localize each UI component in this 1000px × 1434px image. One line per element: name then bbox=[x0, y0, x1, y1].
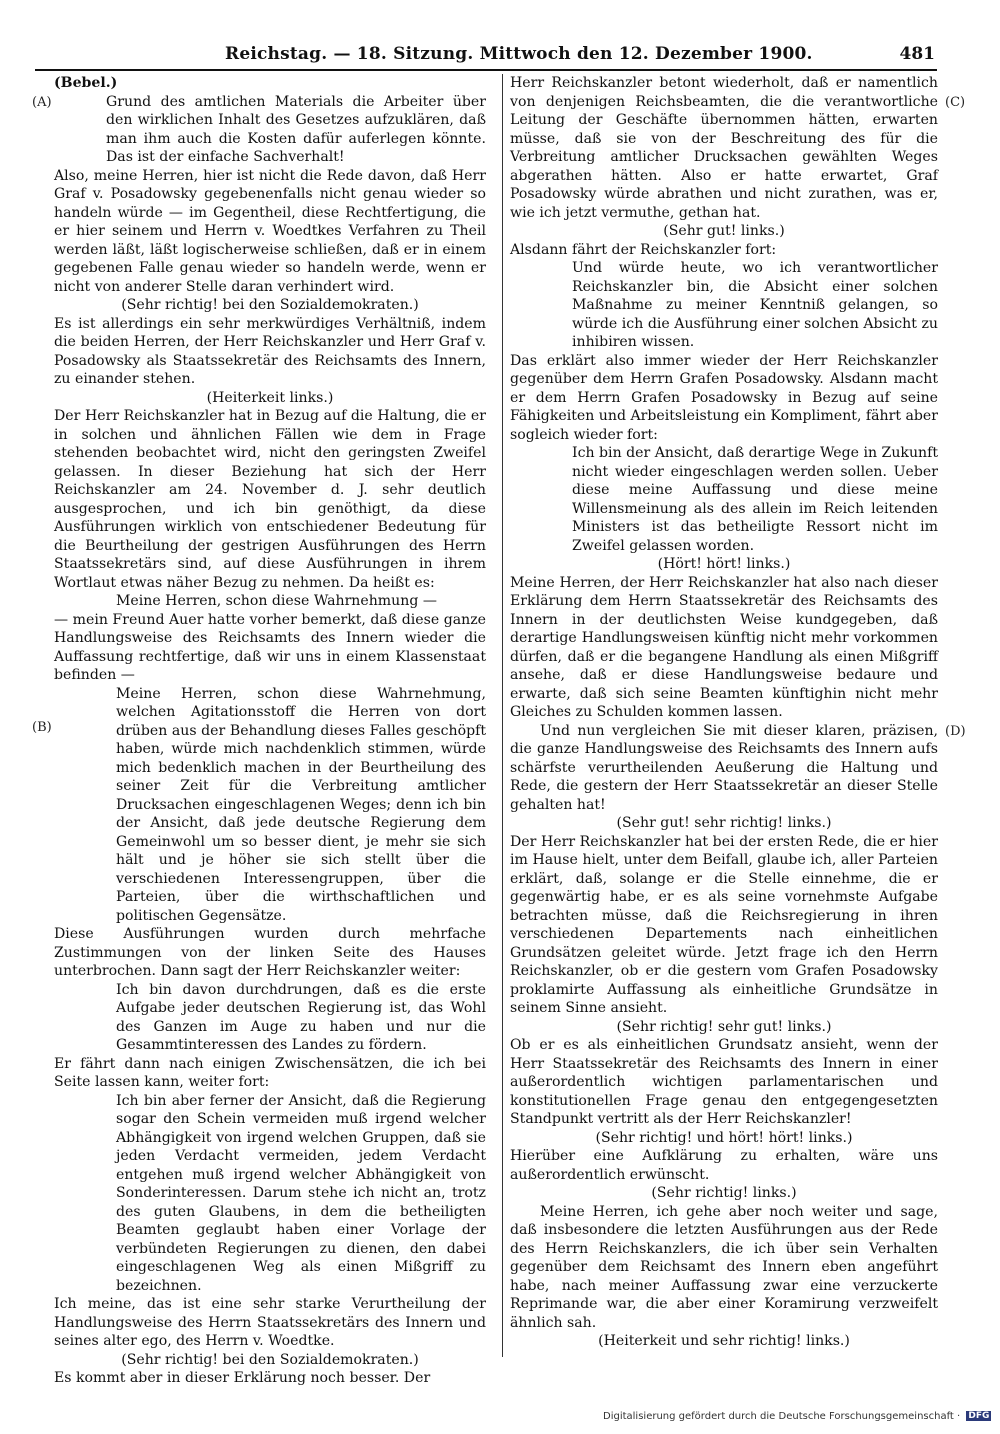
paragraph: Der Herr Reichskanzler hat bei der ersten Rede, die er hier im Hause hielt, unter dem Beifall, glaube ich, aller Parteien erklärt, daß, solange er die Stelle einnehme, die er gegenwärtig habe, er es als seine vornehmste Aufgabe betrachten müsse, daß die Reichsregierung in ihren verschiedenen Departements nach einheitlichen Grundsätzen geleitet würde. Jetzt frage ich den Herrn Reichskanzler, ob er die gestern vom Grafen Posadowsky proklamirte Auffassung als einheitliche Grundsätze in seinem Sinne ansieht. bbox=[510, 833, 938, 1016]
reaction: (Hört! hört! links.) bbox=[657, 556, 791, 572]
paragraph: Der Herr Reichskanzler hat in Bezug auf die Haltung, die er in solchen und ähnlichen Fällen wie dem in Frage stehenden beobachtet wird, nicht den geringsten Zweifel gelassen. In dieser Beziehung hat sich der Herr Reichskanzler am 24. November d. J. sehr deutlich ausgesprochen, und ich bin genöthigt, da diese Ausführungen wirklich von entschiedener Bedeutung für die Beurtheilung der gestrigen Ausführungen des Herrn Staatssekretärs sind, auf diese Ausführungen in ihrem Wortlaut etwas näher Bezug zu nehmen. Da heißt es: bbox=[54, 408, 486, 591]
reaction: (Sehr richtig! und hört! hört! links.) bbox=[595, 1129, 853, 1146]
margin-mark-d: (D) bbox=[945, 724, 966, 739]
margin-mark-b: (B) bbox=[32, 720, 52, 735]
right-column bbox=[510, 74, 938, 1351]
page-number: 481 bbox=[899, 44, 935, 64]
footer-text: Digitalisierung gefördert durch die Deutsche Forschungsgemeinschaft · bbox=[603, 1411, 961, 1422]
margin-mark-a: (A) bbox=[32, 95, 52, 110]
paragraph: Und nun vergleichen Sie mit dieser klaren, präzisen, die ganze Handlungsweise des Reichsamts des Innern aufs schärfste verurtheilenden Aeußerung die Haltung und Rede, die gestern der Herr Staatssekretär an dieser Stelle gehalten hat! bbox=[510, 722, 938, 813]
quotation: Meine Herren, schon diese Wahrnehmung, welchen Agitationsstoff die Herren von dort drüben aus der Behandlung dieses Falles geschöpft haben, würde mich nachdenklich stimmen, würde mich bedenklich machen in der Beurtheilung des seiner Zeit für die Verbreitung amtlicher Drucksachen eingeschlagenen Weges; denn ich bin der Ansicht, daß jede deutsche Regierung dem Gemeinwohl um so besser dient, je mehr sie sich hält und je höher sie sich stellt über die verschiedenen Interessengruppen, über die Parteien, über die wirthschaftlichen und politischen Gegensätze. bbox=[116, 685, 486, 924]
reaction: (Sehr gut! links.) bbox=[663, 223, 785, 239]
quotation: Und würde heute, wo ich verantwortlicher Reichskanzler bin, die Absicht einer solchen Maßnahme zu meiner Kenntniß gelangen, so würde ich die Ausführung einer solchen Absicht zu inhibiren wissen. bbox=[572, 260, 938, 350]
paragraph: Es ist allerdings ein sehr merkwürdiges Verhältniß, indem die beiden Herren, der Herr Reichskanzler und Herr Graf v. Posadowsky als Staatssekretär des Reichsamts des Innern, zu einander stehen. bbox=[54, 315, 486, 387]
paragraph: Grund des amtlichen Materials die Arbeiter über den wirklichen Inhalt des Gesetzes aufzuklären, daß man ihm auch die Kosten dafür auferlegen könnte. Das ist der einfache Sachverhalt! bbox=[106, 93, 486, 165]
paragraph: Es kommt aber in dieser Erklärung noch besser. Der bbox=[54, 1370, 431, 1386]
reaction: (Sehr richtig! bei den Sozialdemokraten.) bbox=[121, 1351, 419, 1368]
paragraph: Ob er es als einheitlichen Grundsatz ansieht, wenn der Herr Staatssekretär des Reichsamts des Innern in einer außerordentlich wichtigen parlamentarischen und konstitutionellen Frage genau den entgegengesetzten Standpunkt vertritt als der Herr Reichskanzler! bbox=[510, 1037, 938, 1127]
paragraph: Meine Herren, der Herr Reichskanzler hat also nach dieser Erklärung dem Herrn Staatssekretär des Reichsamts des Innern in der deutlichsten Weise kundgegeben, daß derartige Handlungsweisen künftig nicht mehr vorkommen dürfen, daß er die begangene Handlung als einen Mißgriff ansehe, daß er diese Handlungsweise bedaure und erwarte, daß sich seine Beamten künftighin nicht mehr Gleiches zu Schulden kommen lassen. bbox=[510, 574, 938, 720]
paragraph: Diese Ausführungen wurden durch mehrfache Zustimmungen von der linken Seite des Hauses unterbrochen. Dann sagt der Herr Reichskanzler weiter: bbox=[54, 926, 486, 979]
paragraph: Er fährt dann nach einigen Zwischensätzen, die ich bei Seite lassen kann, weiter fort: bbox=[54, 1055, 486, 1090]
reaction: (Heiterkeit und sehr richtig! links.) bbox=[598, 1333, 850, 1349]
quotation: Ich bin davon durchdrungen, daß es die erste Aufgabe jeder deutschen Regierung ist, das Wohl des Ganzen im Auge zu haben und nur die Gesammtinteressen des Landes zu fördern. bbox=[116, 981, 486, 1053]
header-rule bbox=[35, 69, 937, 71]
paragraph: Herr Reichskanzler betont wiederholt, daß er namentlich von denjenigen Reichsbeamten, die die verantwortliche Leitung der Geschäfte übernommen hätten, erwarten müsse, daß sie von der Beschreitung des für die Verbreitung amtlicher Drucksachen gewählten Weges abgerathen hätten. Also er hatte erwartet, Graf Posadowsky würde abrathen und nicht zurathen, was er, wie ich jetzt vermuthe, gethan hat. bbox=[510, 75, 938, 221]
speaker-label: (Bebel.) bbox=[54, 75, 118, 91]
left-column bbox=[54, 74, 486, 1388]
reaction: (Heiterkeit links.) bbox=[206, 389, 334, 406]
quotation: Ich bin aber ferner der Ansicht, daß die Regierung sogar den Schein vermeiden muß irgend welcher Abhängigkeit von irgend welchen Gruppen, daß sie jeden Verdacht vermeiden, jedem Verdacht entgehen muß irgend welcher Abhängigkeit von Sonderinteressen. Darum stehe ich nicht an, trotz des guten Glaubens, in dem die betheiligten Beamten geglaubt haben einer Vorlage der verbündeten Regierungen zu dienen, den dabei eingeschlagenen Weg als einen Mißgriff zu bezeichnen. bbox=[116, 1092, 486, 1294]
reaction: (Sehr richtig! links.) bbox=[651, 1185, 797, 1201]
reaction: (Sehr richtig! bei den Sozialdemokraten.) bbox=[121, 297, 419, 313]
reaction: (Sehr richtig! sehr gut! links.) bbox=[616, 1018, 832, 1035]
column-divider bbox=[502, 74, 503, 1357]
reaction: (Sehr gut! sehr richtig! links.) bbox=[616, 815, 832, 831]
paragraph: Ich meine, das ist eine sehr starke Verurtheilung der Handlungsweise des Herrn Staatssekretärs des Innern und seines alter ego, des Herrn v. Woedtke. bbox=[54, 1296, 486, 1349]
paragraph: Also, meine Herren, hier ist nicht die Rede davon, daß Herr Graf v. Posadowsky gegebenenfalls nicht genau wieder so handeln würde — im Gegentheil, diese Rechtfertigung, die er hier seinem und Herrn v. Woedtkes Verfahren zu Theil werden läßt, läßt logischerweise schließen, daß er in einem gegebenen Falle genau wieder so handeln werde, wenn er nicht von anderer Stelle daran verhindert wird. bbox=[54, 167, 486, 295]
paragraph: Hierüber eine Aufklärung zu erhalten, wäre uns außerordentlich erwünscht. bbox=[510, 1148, 938, 1183]
margin-mark-c: (C) bbox=[945, 95, 966, 110]
footer-credit bbox=[603, 1411, 990, 1422]
paragraph: — mein Freund Auer hatte vorher bemerkt, daß diese ganze Handlungsweise des Reichsamts des Innern wieder die Auffassung rechtfertige, daß wir uns in einem Klassenstaat befinden — bbox=[54, 611, 486, 683]
dfg-logo: DFG bbox=[968, 1411, 990, 1421]
paragraph: Das erklärt also immer wieder der Herr Reichskanzler gegenüber dem Herrn Grafen Posadowsky. Alsdann macht er dem Herrn Grafen Posadowsky in Bezug auf seine Fähigkeiten und Arbeitsleistung ein Kompliment, fährt aber sogleich wieder fort: bbox=[510, 352, 938, 443]
paragraph: Alsdann fährt der Reichskanzler fort: bbox=[510, 241, 777, 258]
quotation: Meine Herren, schon diese Wahrnehmung — bbox=[116, 593, 437, 609]
page-header-title: Reichstag. — 18. Sitzung. Mittwoch den 12. Dezember 1900. bbox=[225, 44, 813, 64]
paragraph: Meine Herren, ich gehe aber noch weiter und sage, daß insbesondere die letzten Ausführungen aus der Rede des Herrn Reichskanzlers, die ich über sein Verhalten gegenüber dem Reichsamt des Innern eben angeführt habe, nach meiner Auffassung zwar eine verzuckerte Reprimande war, die aber einer Koramirung verzweifelt ähnlich sah. bbox=[510, 1203, 938, 1331]
quotation: Ich bin der Ansicht, daß derartige Wege in Zukunft nicht wieder eingeschlagen werden sollen. Ueber diese meine Auffassung und diese meine Willensmeinung als des allein im Reich leitenden Ministers ist das betheiligte Ressort nicht im Zweifel gelassen worden. bbox=[572, 445, 938, 554]
